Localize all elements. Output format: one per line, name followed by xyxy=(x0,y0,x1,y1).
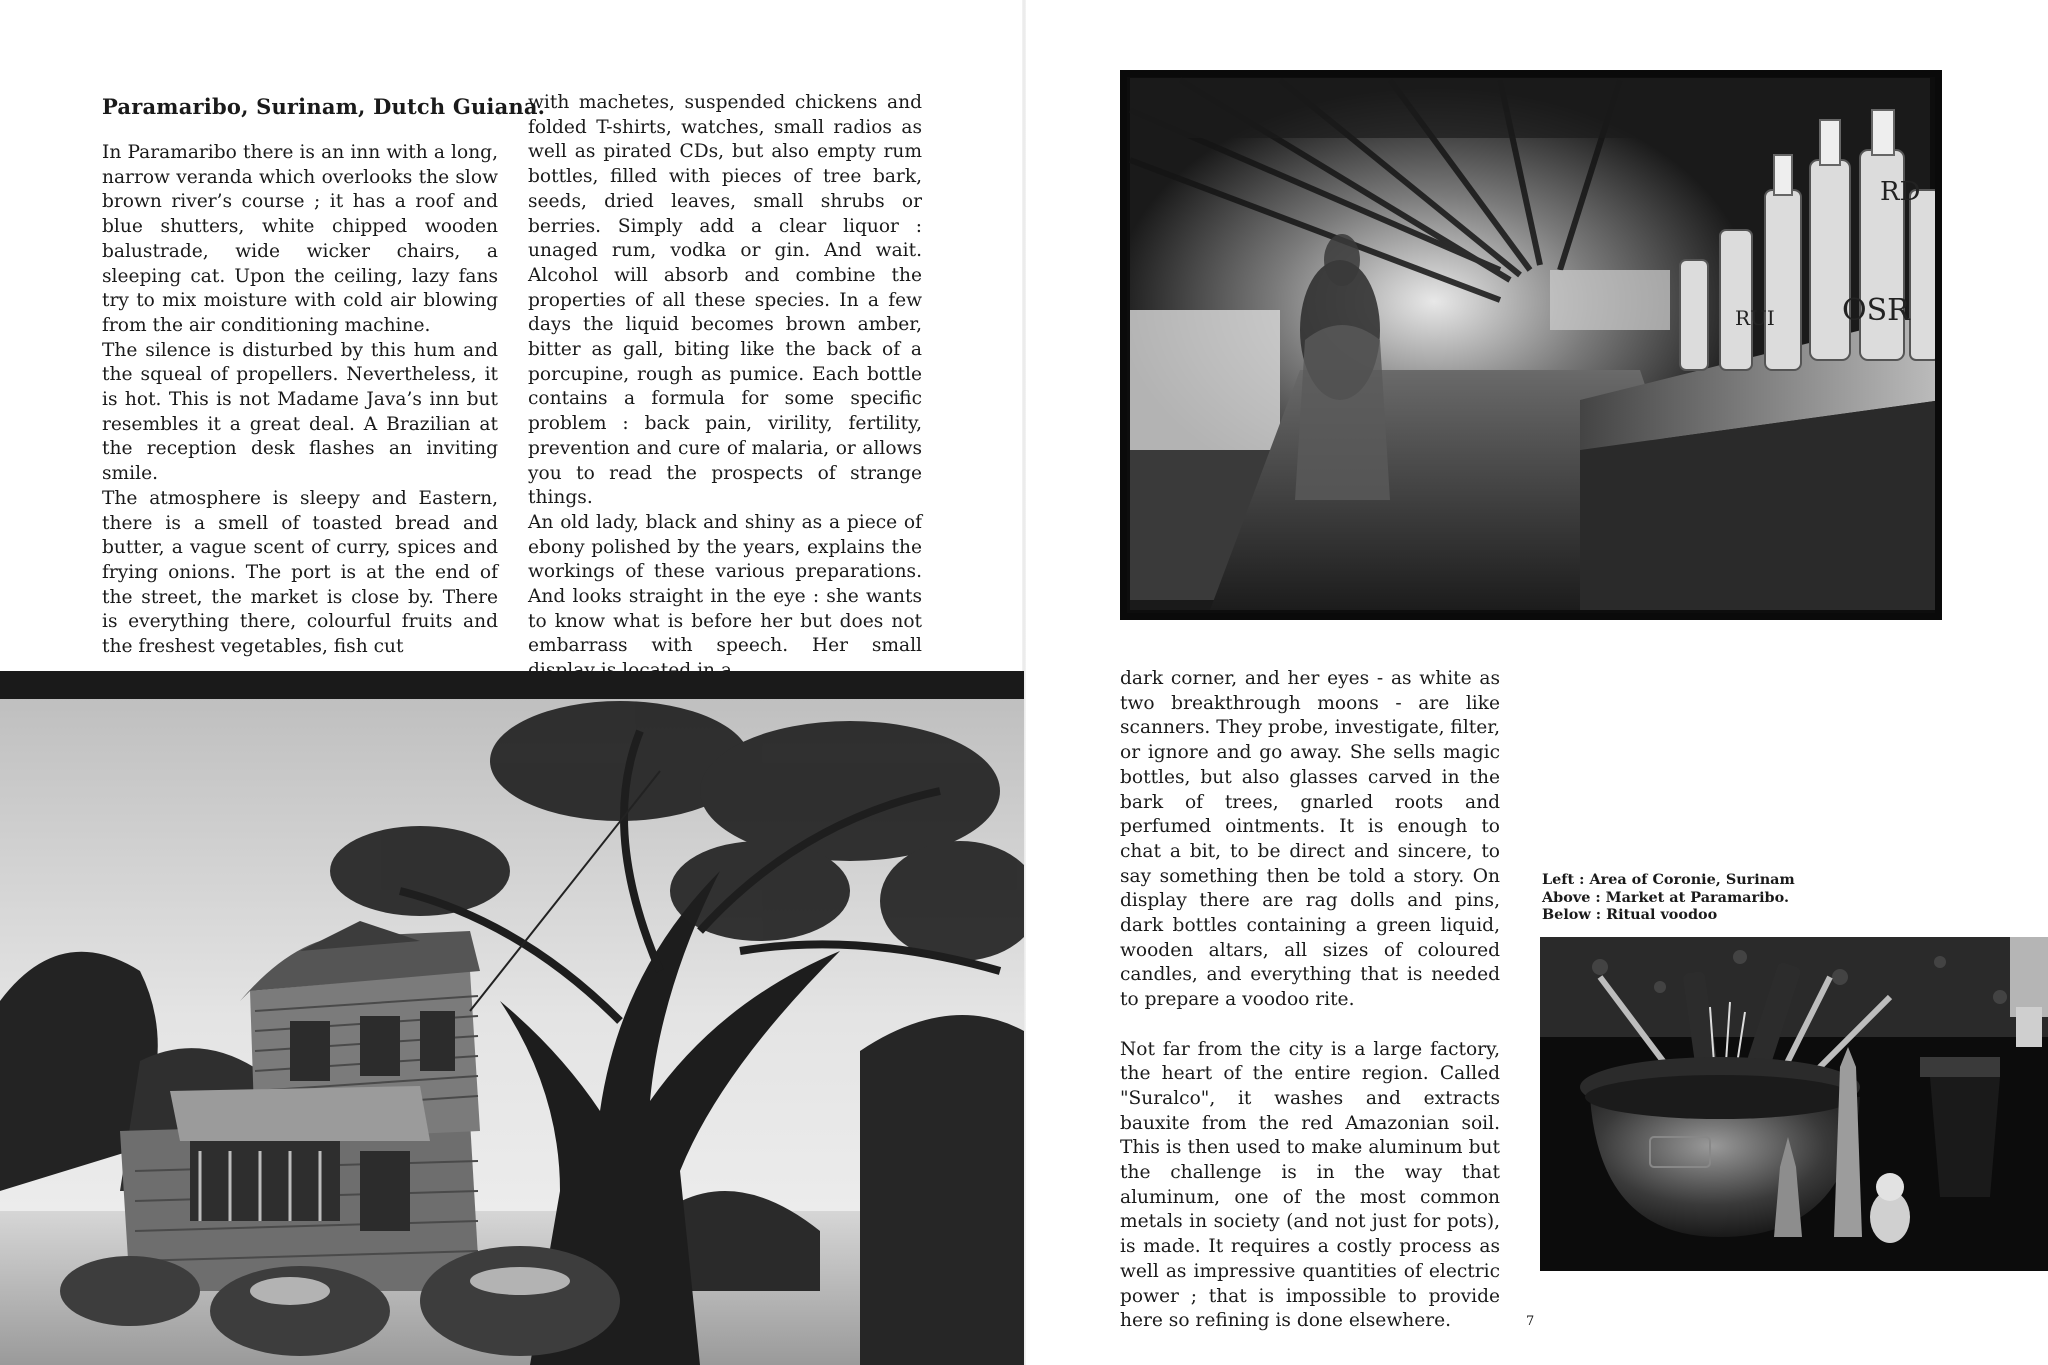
bottle-label: RD xyxy=(1880,177,1921,207)
house-photo xyxy=(0,671,1024,1365)
paragraph: with machetes, suspended chickens and folded T-shirts, watches, small radios as well as pirated CDs, but also empty rum bottles, filled with pieces of tree bark, seeds, dried leaves, small shrubs or berries. Simply add a clear liquor : unaged rum, vodka or gin. And wait. Alcohol will absorb and combine the properties of all these species. In a few days the liquid becomes brown amber, bitter as gall, biting like the back of a porcupine, rough as pumice. Each bottle contains a formula for some specific problem : back pain, virility, fertility, prevention and cure of malaria, or allows you to read the prospects of strange things. xyxy=(528,92,922,509)
text-column-3 xyxy=(1120,667,1500,1334)
market-photo xyxy=(1120,70,1942,620)
paragraph: The silence is disturbed by this hum and the squeal of propellers. Nevertheless, it is hot. This is not Madame Java’s inn but resembles it a great deal. A Brazilian at the reception desk flashes an inviting smile. xyxy=(102,339,498,485)
page-number: 7 xyxy=(1526,1314,1535,1329)
paragraph: The atmosphere is sleepy and Eastern, there is a smell of toasted bread and butter, a vague scent of curry, spices and frying onions. The port is at the end of the street, the market is close by. There is everything there, colourful fruits and the freshest vegetables, fish cut xyxy=(102,487,498,658)
paragraph: An old lady, black and shiny as a piece of ebony polished by the years, explains the workings of these various preparations. And looks straight in the eye : she wants to know what is before her but does not embarrass with speech. Her small xyxy=(528,511,922,657)
bottle-label: OSR xyxy=(1842,293,1910,328)
text-column-2 xyxy=(528,91,922,684)
article-title: Paramaribo, Surinam, Dutch Guiana. xyxy=(102,94,546,119)
bottle-label: RUI xyxy=(1735,306,1775,330)
caption-line: Above : Market at Paramaribo. xyxy=(1542,888,1789,906)
photo-caption xyxy=(1542,871,1795,924)
text-column-1 xyxy=(102,141,498,660)
paragraph: Not far from the city is a large factory, the heart of the entire region. Called "Suralco", it washes and extracts bauxite from the red Amazonian soil. This is then used to make aluminum but the challenge is in the way that aluminum, one of the most common metals in society (and not just for pots), is made. It requires a costly process as well as impressive quantities of electric power ; that is impossible to provide here so refining is done elsewhere. xyxy=(1120,1038,1500,1332)
voodoo-photo xyxy=(1540,937,2048,1271)
paragraph: dark corner, and her eyes - as white as two breakthrough moons - are like scanners. They probe, investigate, filter, or ignore and go away. She sells magic bottles, but also glasses carved in the bark of trees, gnarled roots and perfumed ointments. It is enough to chat a bit, to be direct and sincere, to say something then be told a story. On display there are rag dolls and pins, dark bottles containing a green liquid, wooden altars, all sizes of coloured candles, and everything that is needed to prepare a voodoo rite. xyxy=(1120,668,1501,1011)
caption-line: Left : Area of Coronie, Surinam xyxy=(1542,871,1795,888)
paragraph: In Paramaribo there is an inn with a long, narrow veranda which overlooks the slow brown river’s course ; it has a roof and blue shutters, white chipped wooden balustrade, wide wicker chairs, a sleeping cat. Upon the ceiling, lazy fans try to mix moisture with cold air blowing from the air conditioning machine. xyxy=(102,142,498,336)
caption-line: Below : Ritual voodoo xyxy=(1542,906,1718,923)
